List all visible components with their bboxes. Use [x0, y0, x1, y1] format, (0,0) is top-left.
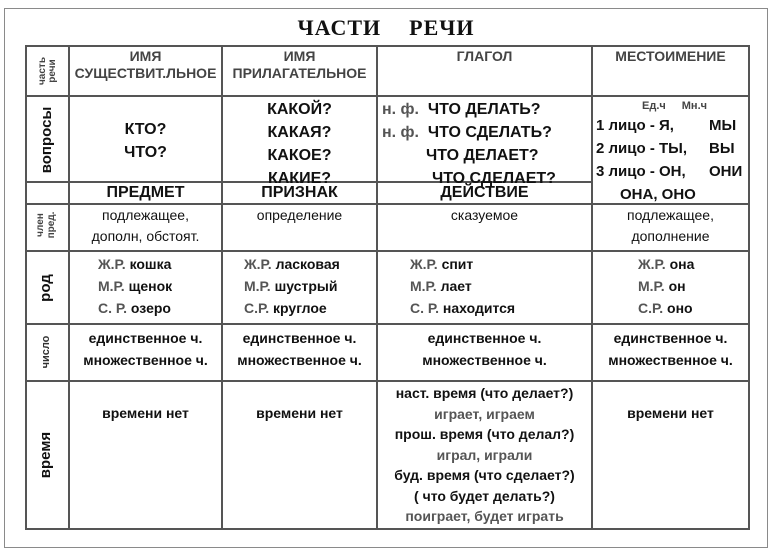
questions-verb: [382, 98, 589, 190]
row-label-gender: род: [37, 274, 54, 302]
gender-abbr: Ж.Р.: [244, 256, 272, 272]
gender-word: он: [668, 278, 686, 294]
tense-line: буд. время (что сделает?): [394, 467, 575, 483]
col-divider: [748, 45, 750, 530]
gender-line: [98, 253, 218, 275]
pron-plur: ОНИ: [709, 163, 743, 180]
gender-abbr: С.Р.: [638, 300, 664, 316]
question-item: КАКИЕ?: [267, 170, 332, 187]
pron-plur: ВЫ: [709, 140, 735, 157]
question-item: ЧТО?: [124, 144, 167, 161]
gender-word: круглое: [273, 300, 327, 316]
meaning-adj: ПРИЗНАК: [261, 184, 338, 201]
pron-plur: МЫ: [709, 117, 737, 134]
gender-line: [244, 253, 374, 275]
number-pron: [593, 327, 748, 371]
header-pron-label: МЕСТОИМЕНИЕ: [615, 48, 726, 64]
gender-abbr: Ж.Р.: [410, 256, 438, 272]
row-label-member-2: пред.: [46, 211, 57, 239]
member-line: дополнение: [631, 228, 710, 244]
gender-word: шустрый: [274, 278, 338, 294]
number-plur: множественное ч.: [237, 352, 362, 368]
row-label-questions: вопросы: [38, 106, 55, 174]
question-text: ЧТО ДЕЛАЕТ?: [426, 147, 539, 164]
tense-line: играет, играем: [434, 405, 535, 422]
gender-line: [638, 253, 738, 275]
form-prefix: н. ф.: [382, 101, 419, 118]
col-divider: [25, 45, 27, 530]
pron-sing: ТЫ,: [659, 140, 688, 157]
number-plur: множественное ч.: [608, 352, 733, 368]
pron-person: 1 лицо: [596, 117, 646, 134]
gender-abbr: М.Р.: [638, 278, 665, 294]
gender-word: щенок: [128, 278, 173, 294]
form-prefix: н. ф.: [382, 124, 419, 141]
number-verb: [378, 327, 591, 371]
question-item: [382, 144, 589, 167]
pron-person: 2 лицо: [596, 140, 646, 157]
pron-plur-head: Мн.ч: [681, 100, 708, 112]
tense-noun: времени нет: [102, 405, 189, 421]
row-divider: [25, 323, 750, 325]
question-text: ЧТО СДЕЛАТЬ?: [427, 124, 552, 141]
question-text: ЧТО СДЕЛАЕТ?: [432, 170, 556, 187]
pron-row: 2 лицо - ТЫ, ВЫ: [596, 137, 748, 160]
corner-label-1: часть: [37, 57, 48, 85]
row-divider: [25, 95, 750, 97]
header-pron: [593, 48, 748, 65]
header-noun-line1: ИМЯ: [129, 48, 162, 64]
row-label-member: [35, 204, 59, 246]
pron-sing: ОН,: [659, 163, 686, 180]
gender-adj: [244, 253, 374, 319]
gender-verb: [410, 253, 580, 319]
question-item: КАКОЕ?: [267, 147, 332, 164]
member-line: подлежащее,: [626, 207, 714, 223]
question-item: [382, 121, 589, 144]
gender-word: кошка: [129, 256, 172, 272]
row-divider: [25, 380, 750, 382]
pron-sing: Я,: [659, 117, 674, 134]
number-sing: единственное ч.: [613, 330, 728, 346]
tense-line: поиграет, будет играть: [405, 508, 564, 524]
header-verb: [378, 48, 591, 65]
question-item: [382, 98, 589, 121]
tense-pron: времени нет: [627, 405, 714, 421]
pron-person: 3 лицо: [596, 163, 646, 180]
row-divider: [25, 528, 750, 530]
question-item: КАКОЙ?: [267, 101, 332, 118]
gender-word: оно: [667, 300, 693, 316]
header-adj-line1: ИМЯ: [283, 48, 316, 64]
gender-pron: [638, 253, 738, 319]
questions-adj: [223, 98, 376, 190]
header-noun-line2: СУЩЕСТВИТ.ЛЬНОЕ: [74, 65, 217, 81]
questions-noun: [70, 118, 221, 164]
member-line: подлежащее,: [101, 207, 189, 223]
number-noun: [70, 327, 221, 371]
number-plur: множественное ч.: [83, 352, 208, 368]
gender-line: [244, 297, 374, 319]
pron-row: 1 лицо - Я, МЫ: [596, 114, 748, 137]
gender-abbr: С.Р.: [244, 300, 270, 316]
gender-line: [638, 297, 738, 319]
pron-row: 3 лицо - ОН, ОНИ: [596, 160, 748, 183]
tense-line: играл, играли: [436, 446, 533, 463]
gender-line: [410, 275, 580, 297]
gender-noun: [98, 253, 218, 319]
header-verb-label: ГЛАГОЛ: [456, 48, 513, 64]
member-verb: сказуемое: [450, 207, 519, 223]
gender-line: [410, 297, 580, 319]
question-item: КТО?: [124, 121, 167, 138]
corner-label-2: речи: [47, 59, 58, 83]
gender-abbr: М.Р.: [410, 278, 437, 294]
col-divider: [591, 45, 593, 530]
gender-word: спит: [441, 256, 474, 272]
row-divider: [25, 45, 750, 47]
question-item: КАКАЯ?: [267, 124, 332, 141]
gender-abbr: С. Р.: [98, 300, 128, 316]
gender-line: [410, 253, 580, 275]
gender-word: озеро: [130, 300, 171, 316]
row-label-member-1: член: [35, 213, 46, 237]
title-word-1: ЧАСТИ: [297, 15, 382, 40]
tense-line: ( что будет делать?): [414, 487, 555, 504]
tense-verb: [378, 383, 591, 527]
gender-word: находится: [442, 300, 516, 316]
title-word-2: РЕЧИ: [409, 15, 475, 40]
gender-line: [244, 275, 374, 297]
gender-word: она: [669, 256, 695, 272]
gender-line: [98, 275, 218, 297]
tense-adj: времени нет: [256, 405, 343, 421]
row-label-number: число: [40, 335, 52, 369]
corner-header: [38, 47, 56, 95]
gender-word: ласковая: [275, 256, 340, 272]
number-sing: единственное ч.: [242, 330, 357, 346]
meaning-verb: ДЕЙСТВИЕ: [440, 184, 529, 201]
pron-sing-head: Ед.ч: [642, 100, 666, 112]
question-text: ЧТО ДЕЛАТЬ?: [427, 101, 541, 118]
gender-abbr: М.Р.: [98, 278, 125, 294]
member-noun: [70, 205, 221, 247]
pron-last: ОНА, ОНО: [620, 186, 696, 203]
header-noun: [70, 48, 221, 82]
member-adj: определение: [256, 207, 343, 223]
row-divider: [25, 250, 750, 252]
questions-pron: [596, 98, 748, 206]
gender-line: [98, 297, 218, 319]
member-line: дополн, обстоят.: [91, 228, 200, 244]
pron-number-head: [596, 98, 748, 114]
gender-word: лает: [440, 278, 472, 294]
gender-abbr: Ж.Р.: [98, 256, 126, 272]
number-plur: множественное ч.: [422, 352, 547, 368]
gender-abbr: С. Р.: [410, 300, 440, 316]
member-pron: [593, 205, 748, 247]
gender-line: [638, 275, 738, 297]
tense-line: наст. время (что делает?): [395, 385, 574, 401]
row-label-tense: время: [37, 431, 54, 479]
number-sing: единственное ч.: [427, 330, 542, 346]
header-adj-line2: ПРИЛАГАТЕЛЬНОЕ: [232, 65, 367, 81]
gender-abbr: М.Р.: [244, 278, 271, 294]
tense-line: прош. время (что делал?): [394, 426, 575, 442]
number-adj: [223, 327, 376, 371]
meaning-noun: ПРЕДМЕТ: [106, 184, 185, 201]
gender-abbr: Ж.Р.: [638, 256, 666, 272]
header-adj: [223, 48, 376, 82]
number-sing: единственное ч.: [88, 330, 203, 346]
